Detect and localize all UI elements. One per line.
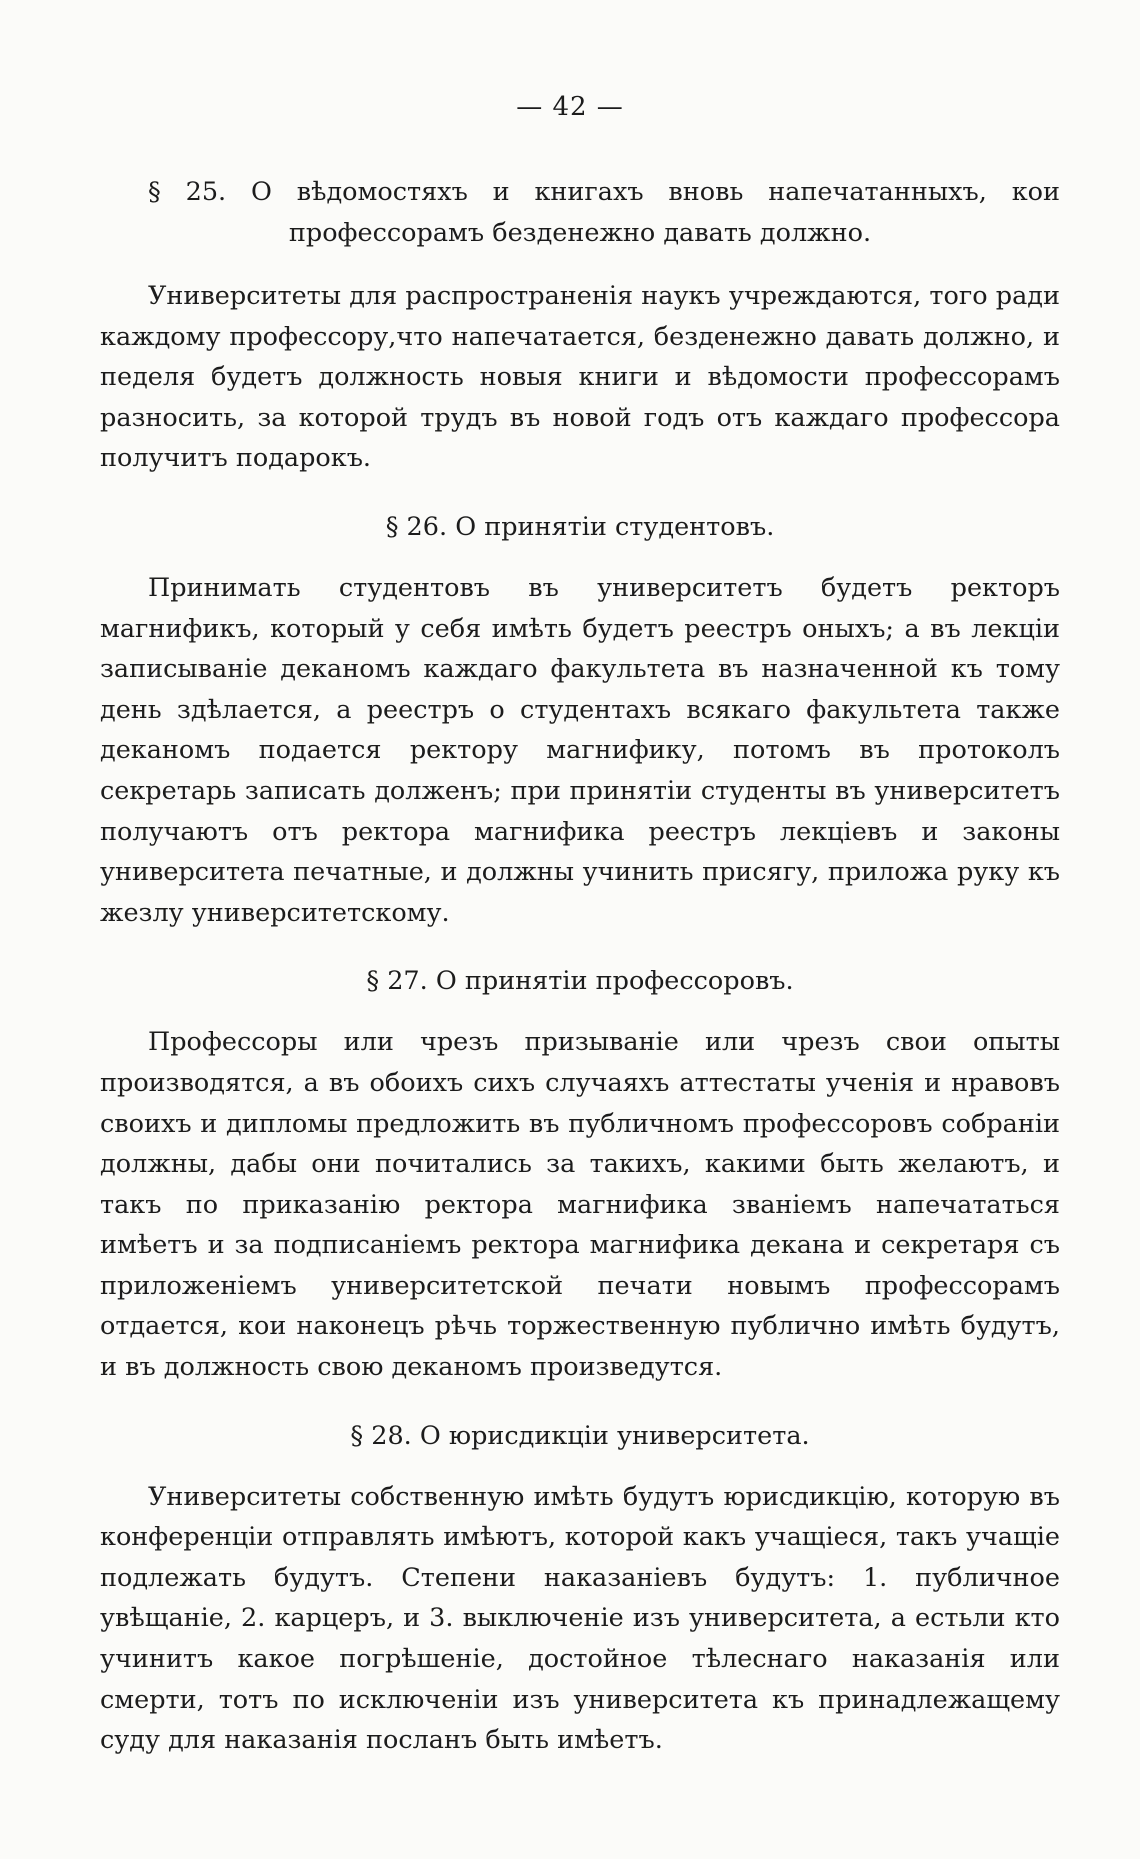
section-paragraph: Принимать студентовъ въ университетъ будетъ ректоръ магнификъ, который у себя имѣть будетъ реестръ оныхъ; а въ лекціи записываніе деканомъ каждаго факультета въ назначенной къ тому день здѣлается, а реестръ о студентахъ всякаго факультета также деканомъ подается ректору магнифику, потомъ въ протоколъ секретарь записать долженъ; при принятіи студенты въ университетъ получаютъ отъ ректора магнифика реестръ лекціевъ и законы университета печатные, и должны учинить присягу, приложа руку къ жезлу университетскому. [100,572,1060,928]
section-25 [100,172,1060,479]
section-heading: § 27. О принятіи профессоровъ. [366,966,794,997]
section-heading: § 28. О юрисдикціи университета. [350,1420,810,1451]
section-heading: § 26. О принятіи студентовъ. [385,511,775,542]
section-paragraph: Профессоры или чрезъ призываніе или чрезъ свои опыты производятся, а въ обоихъ сихъ случаяхъ аттестаты ученія и нравовъ своихъ и дипломы предложить въ публичномъ профессоровъ собраніи должны, дабы они почитались за такихъ, какими быть желаютъ, и такъ по приказанію ректора магнифика званіемъ напечататься имѣетъ и за подписаніемъ ректора магнифика декана и секретаря съ приложеніемъ университетской печати новымъ профессорамъ отдается, кои наконецъ рѣчь торжественную публично имѣть будутъ, и въ должность свою деканомъ произведутся. [100,1027,1060,1383]
section-paragraph: Университеты собственную имѣть будутъ юрисдикцію, которую въ конференціи отправлять имѣютъ, которой какъ учащіеся, такъ учащіе подлежать будутъ. Степени наказаніевъ будутъ: 1. публичное увѣщаніе, 2. карцеръ, и 3. выключеніе изъ университета, а естьли кто учинитъ какое погрѣшеніе, достойное тѣлеснаго наказанія или смерти, тотъ по исключеніи изъ университета къ принадлежащему суду для наказанія посланъ быть имѣетъ. [100,1481,1060,1756]
page-content [100,172,1060,1791]
section-heading: § 25. О вѣдомостяхъ и книгахъ вновь напечатанныхъ, кои профессорамъ безденежно давать должно. [148,177,1060,248]
page-number: — 42 — [516,92,624,122]
section-26 [100,507,1060,933]
section-28 [100,1416,1060,1761]
section-paragraph: Университеты для распространенія наукъ учреждаются, того ради каждому профессору,что напечатается, безденежно давать должно, и педеля будетъ должность новыя книги и вѣдомости профессорамъ разносить, за которой трудъ въ новой годъ отъ каждаго профессора получитъ подарокъ. [100,281,1060,474]
section-27 [100,961,1060,1387]
